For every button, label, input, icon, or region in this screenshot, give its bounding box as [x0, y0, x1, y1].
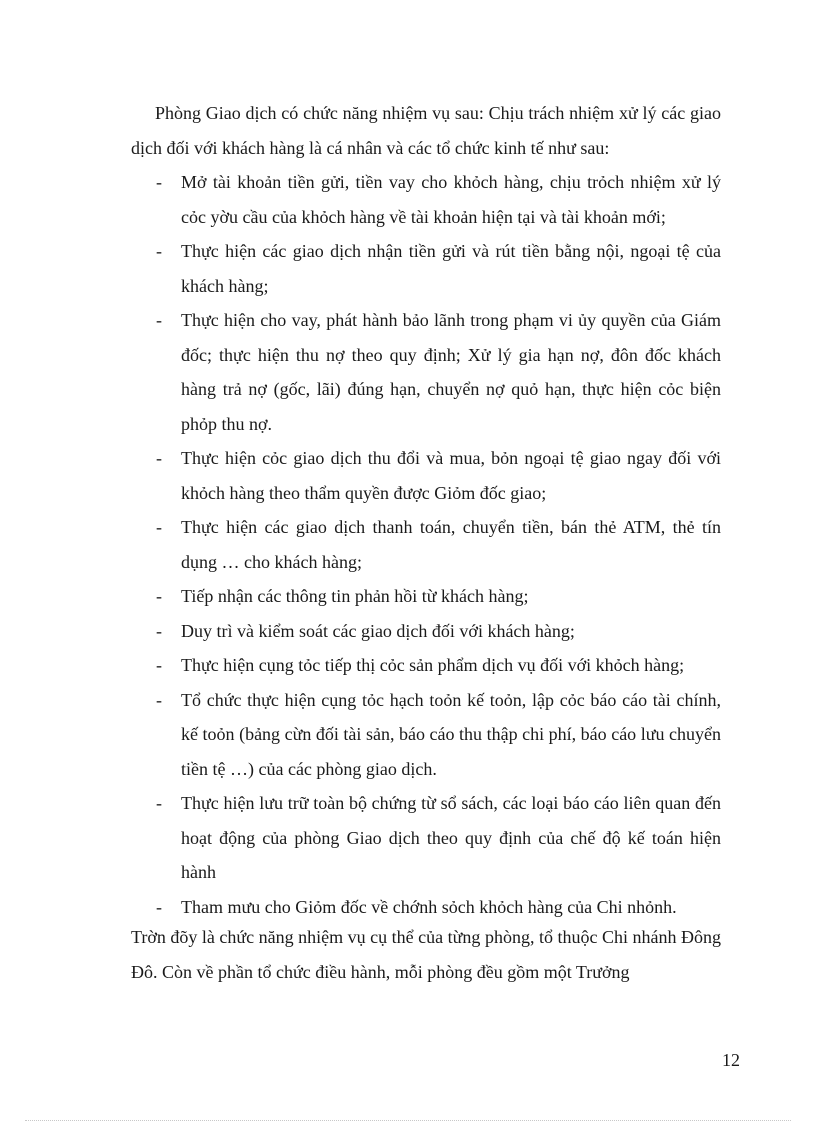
list-item-text: Duy trì và kiểm soát các giao dịch đối với khách hàng; [181, 620, 575, 641]
list-item-text: Mở tài khoản tiền gửi, tiền vay cho khỏch hàng, chịu trỏch nhiệm xử lý cỏc yờu cầu của khỏch hàng về tài khoản hiện tại và tài khoản mới; [181, 172, 721, 227]
bullet-dash: - [156, 896, 162, 917]
list-item-text: Tiếp nhận các thông tin phản hồi từ khách hàng; [181, 586, 529, 606]
list-item-text: Thực hiện cho vay, phát hành bảo lãnh trong phạm vi ủy quyền của Giám đốc; thực hiện thu nợ theo quy định; Xử lý gia hạn nợ, đôn đốc khách hàng trả nợ (gốc, lãi) đúng hạn, chuyển nợ quỏ hạn, thực hiện cỏc biện phỏp thu nợ. [181, 310, 721, 434]
list-item [131, 683, 721, 787]
list-item [131, 165, 721, 234]
bullet-dash: - [156, 241, 162, 261]
list-item [131, 614, 721, 649]
list-item-text: Thực hiện cụng tỏc tiếp thị cỏc sản phẩm dịch vụ đối với khỏch hàng; [181, 655, 685, 675]
list-item [131, 786, 721, 890]
list-item-text: Tham mưu cho Giỏm đốc về chớnh sỏch khỏch hàng của Chi nhỏnh. [181, 896, 677, 917]
page-number: 12 [722, 1050, 740, 1070]
list-item-text: Thực hiện lưu trữ toàn bộ chứng từ sổ sách, các loại báo cáo liên quan đến hoạt động của phòng Giao dịch theo quy định của chế độ kế toán hiện hành [181, 793, 721, 882]
list-item [131, 303, 721, 441]
list-item [131, 890, 721, 925]
bullet-dash: - [156, 517, 162, 537]
bullet-dash: - [156, 689, 162, 710]
bullet-dash: - [156, 655, 162, 675]
list-item-text: Thực hiện các giao dịch nhận tiền gửi và rút tiền bằng nội, ngoại tệ của khách hàng; [181, 241, 721, 296]
list-item [131, 510, 721, 579]
list-item [131, 648, 721, 683]
closing-paragraph: Trờn đõy là chức năng nhiệm vụ cụ thể của từng phòng, tổ thuộc Chi nhánh Đông Đô. Còn về phần tổ chức điều hành, mỗi phòng đều gồm một Trưởng [131, 927, 721, 982]
intro-paragraph: Phòng Giao dịch có chức năng nhiệm vụ sau: Chịu trách nhiệm xử lý các giao dịch đối với khách hàng là cá nhân và các tổ chức kinh tế như sau: [131, 103, 721, 158]
bullet-dash: - [156, 620, 162, 641]
page-bottom-divider [25, 1120, 791, 1121]
responsibilities-list [131, 165, 721, 924]
bullet-dash: - [156, 586, 162, 606]
list-item-text: Thực hiện các giao dịch thanh toán, chuyển tiền, bán thẻ ATM, thẻ tín dụng … cho khách hàng; [181, 517, 721, 572]
bullet-dash: - [156, 448, 162, 468]
bullet-dash: - [156, 310, 162, 330]
list-item [131, 579, 721, 614]
bullet-dash: - [156, 172, 162, 192]
list-item [131, 234, 721, 303]
list-item-text: Thực hiện cỏc giao dịch thu đổi và mua, bỏn ngoại tệ giao ngay đối với khỏch hàng theo thẩm quyền được Giỏm đốc giao; [181, 448, 721, 503]
list-item [131, 441, 721, 510]
bullet-dash: - [156, 793, 162, 813]
list-item-text: Tổ chức thực hiện cụng tỏc hạch toỏn kế toỏn, lập cỏc báo cáo tài chính, kế toỏn (bảng cừn đối tài sản, báo cáo thu thập chi phí, báo cáo lưu chuyển tiền tệ …) của các phòng giao dịch. [181, 689, 721, 779]
